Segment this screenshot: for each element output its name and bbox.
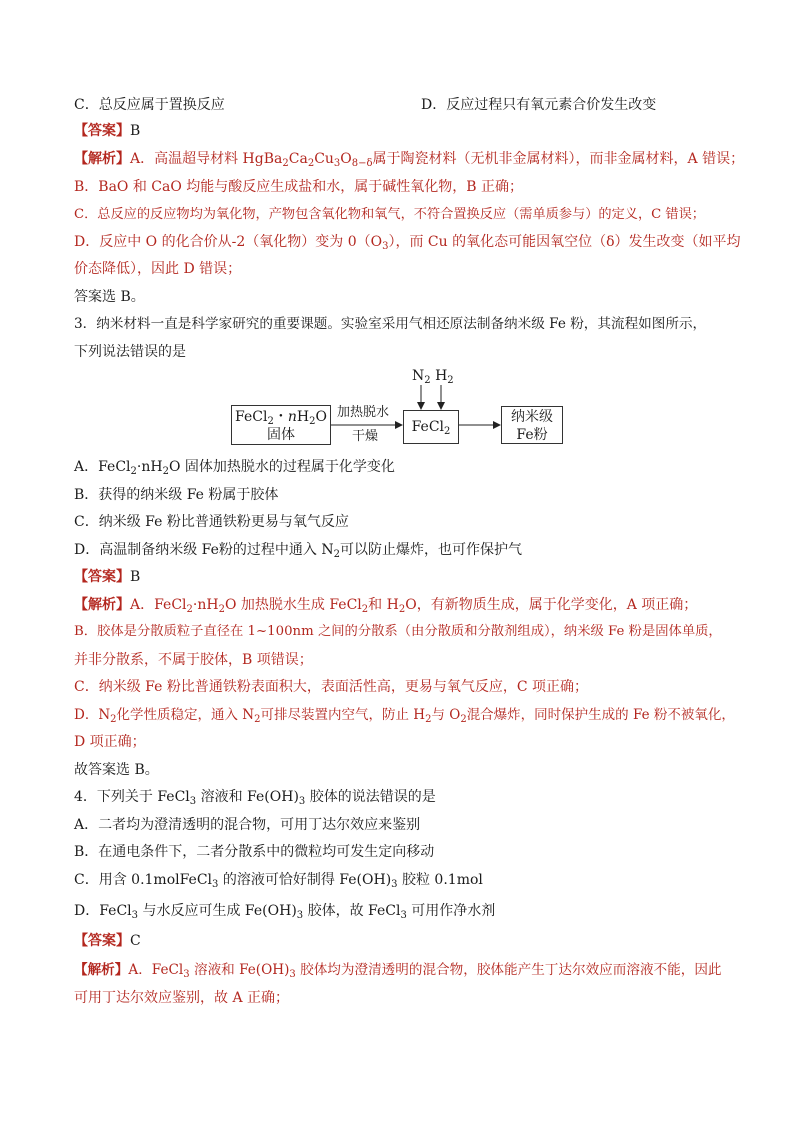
- q2-analysis-a: [74, 150, 744, 168]
- text: 胶体均为澄清透明的混合物，胶体能产生丁达尔效应而溶液不能，因此: [295, 962, 722, 978]
- text: ·nH: [192, 597, 219, 613]
- text: H: [296, 409, 310, 425]
- q3-analysis-a: [74, 596, 697, 614]
- q4-analysis-a: [74, 961, 722, 979]
- sub: 3: [298, 796, 306, 807]
- text: O，有新物质生成，属于化学变化，A 项正确；: [405, 597, 698, 613]
- text: 属于陶瓷材料（无机非金属材料），而非金属材料，A 错误；: [372, 151, 745, 167]
- text: N: [412, 368, 425, 384]
- sub: 2: [267, 416, 274, 427]
- sub: 3: [391, 879, 398, 890]
- text: ・: [273, 409, 288, 425]
- text: O 固体加热脱水的过程属于化学变化: [168, 459, 395, 475]
- q3-answer: [74, 568, 140, 586]
- sub: 2: [218, 604, 225, 615]
- text: 胶体的说法错误的是: [305, 789, 436, 805]
- answer-label: 【答案】: [74, 123, 130, 139]
- sub: 2: [110, 714, 117, 725]
- q2-analysis-c: C．总反应的反应物均为氧化物，产物包含氧化物和氧气，不符合置换反应（需单质参与）的定义，C 错误；: [74, 207, 705, 222]
- text: 混合爆炸，同时保护生成的 Fe 粉不被氧化，: [466, 707, 735, 723]
- answer-value: B: [130, 569, 141, 585]
- q2-option-c: C．总反应属于置换反应: [74, 97, 225, 113]
- q3-analysis-c: C．纳米级 Fe 粉比普通铁粉表面积大，表面活性高，更易与氧气反应，C 项正确；: [74, 679, 589, 695]
- q2-conclusion: 答案选 B。: [74, 289, 145, 305]
- sub: 3: [296, 910, 304, 921]
- q2-option-c-row: [74, 96, 657, 114]
- box-nano-fe: [501, 406, 563, 444]
- arrow1-top-label: 加热脱水: [337, 405, 390, 420]
- q2-option-d: D．反应过程只有氧元素合价发生改变: [421, 97, 657, 113]
- sub: 2: [444, 426, 451, 437]
- text: 可排尽装置内空气，防止 H: [260, 707, 426, 723]
- text: 4．下列关于 FeCl: [74, 789, 190, 805]
- text: ·nH: [136, 459, 163, 475]
- text: FeCl: [235, 409, 268, 425]
- text: D．N: [74, 707, 111, 723]
- sub: 2: [254, 714, 261, 725]
- text: 可用作净水剂: [406, 903, 496, 919]
- q4-answer: [74, 932, 141, 950]
- sub: 8−δ: [351, 158, 373, 169]
- analysis-label: 【解析】: [74, 962, 129, 978]
- q3-option-b: B．获得的纳米级 Fe 粉属于胶体: [74, 487, 279, 503]
- text: 纳米级: [511, 409, 553, 425]
- sub: 3: [131, 910, 139, 921]
- flow-diagram-arrows: [0, 0, 794, 460]
- text: Fe粉: [516, 427, 548, 443]
- text: 与 O: [431, 707, 461, 723]
- sub: 3: [183, 969, 190, 980]
- text: A．FeCl: [74, 459, 131, 475]
- q3-option-c: C．纳米级 Fe 粉比普通铁粉更易与氧气反应: [74, 514, 349, 530]
- text: A．高温超导材料 HgBa: [130, 151, 283, 167]
- answer-label: 【答案】: [74, 569, 130, 585]
- sub: 2: [424, 375, 431, 386]
- text: FeCl: [411, 419, 445, 435]
- answer-value: B: [130, 123, 141, 139]
- q4-analysis-a-cont: 可用丁达尔效应鉴别，故 A 正确；: [74, 990, 290, 1006]
- q4-option-c: [74, 871, 483, 889]
- sub: 2: [307, 158, 315, 169]
- text: A．FeCl: [130, 597, 187, 613]
- text: 的溶液可恰好制得 Fe(OH): [218, 872, 392, 888]
- sub: 3: [333, 158, 341, 169]
- q3-option-a: [74, 458, 395, 476]
- q3-analysis-d: [74, 706, 735, 724]
- text: 和 H: [368, 597, 399, 613]
- sub: 2: [162, 466, 169, 477]
- answer-label: 【答案】: [74, 933, 130, 949]
- q3-option-d: [74, 541, 522, 559]
- sub: 2: [130, 466, 137, 477]
- answer-value: C: [130, 933, 141, 949]
- text: O: [315, 409, 327, 425]
- text: n: [287, 409, 297, 425]
- q2-answer: [74, 122, 140, 140]
- text: 可以防止爆炸，也可作保护气: [339, 542, 522, 558]
- q4-option-b: B．在通电条件下，二者分散系中的微粒均可发生定向移动: [74, 844, 435, 860]
- gas-labels: [412, 368, 454, 384]
- text: D．高温制备纳米级 Fe粉的过程中通入 N: [74, 542, 334, 558]
- q4-option-a: A．二者均为澄清透明的混合物，可用丁达尔效应来鉴别: [74, 817, 421, 833]
- q4-stem: [74, 788, 436, 806]
- analysis-label: 【解析】: [74, 151, 130, 167]
- analysis-label: 【解析】: [74, 597, 130, 613]
- text: 胶体，故 FeCl: [303, 903, 401, 919]
- text: Ca: [288, 151, 308, 167]
- sub: 3: [400, 910, 407, 921]
- q3-stem: 3．纳米材料一直是科学家研究的重要课题。实验室采用气相还原法制备纳米级 Fe 粉，其流程如图所示，: [74, 316, 707, 332]
- sub: 2: [425, 714, 432, 725]
- box-fecl2: [403, 410, 459, 444]
- q3-analysis-b: B．胶体是分散质粒子直径在 1~100nm 之间的分散系（由分散质和分散剂组成），纳米级 Fe 粉是固体单质，: [74, 624, 722, 639]
- text: 与水反应可生成 Fe(OH): [138, 903, 297, 919]
- sub: 3: [189, 796, 197, 807]
- sub: 2: [186, 604, 193, 615]
- text: C．用含 0.1molFeCl: [74, 872, 213, 888]
- sub: 2: [333, 549, 340, 560]
- sub: 3: [212, 879, 219, 890]
- text: O 加热脱水生成 FeCl: [224, 597, 362, 613]
- text: 胶粒 0.1mol: [397, 872, 483, 888]
- text: 溶液和 Fe(OH): [189, 962, 290, 978]
- sub: 2: [309, 416, 316, 427]
- text: H: [435, 368, 448, 384]
- text: 化学性质稳定，通入 N: [116, 707, 255, 723]
- box1-line2: 固体: [267, 427, 295, 443]
- text: A．FeCl: [128, 962, 184, 978]
- q2-analysis-d: [74, 233, 741, 251]
- box1-line1: [232, 408, 330, 426]
- q3-conclusion: 故答案选 B。: [74, 762, 159, 778]
- q3-analysis-d-cont: D 项正确；: [74, 734, 146, 750]
- text: D．反应中 O 的化合价从-2（氧化物）变为 0（O: [74, 234, 383, 250]
- q3-analysis-b-cont: 并非分散系，不属于胶体，B 项错误；: [74, 652, 313, 668]
- arrow1-bottom-label: 干燥: [352, 429, 379, 444]
- text: D．FeCl: [74, 903, 132, 919]
- text: Cu: [314, 151, 334, 167]
- text: ），而 Cu 的氧化态可能因氧空位（δ）发生改变（如平均: [388, 234, 741, 250]
- q4-option-d: [74, 902, 495, 920]
- sub: 2: [460, 714, 467, 725]
- sub: 3: [382, 241, 389, 252]
- text: 溶液和 Fe(OH): [196, 789, 299, 805]
- sub: 3: [289, 969, 296, 980]
- sub: 2: [398, 604, 406, 615]
- sub: 2: [361, 604, 369, 615]
- sub: 2: [447, 375, 454, 386]
- text: O: [340, 151, 352, 167]
- q3-stem-cont: 下列说法错误的是: [74, 344, 186, 360]
- sub: 2: [282, 158, 289, 169]
- q2-analysis-d-cont: 价态降低），因此 D 错误；: [74, 261, 242, 277]
- box-fecl2-hydrate: [231, 405, 331, 445]
- q2-analysis-b: B．BaO 和 CaO 均能与酸反应生成盐和水，属于碱性氧化物，B 正确；: [74, 179, 524, 195]
